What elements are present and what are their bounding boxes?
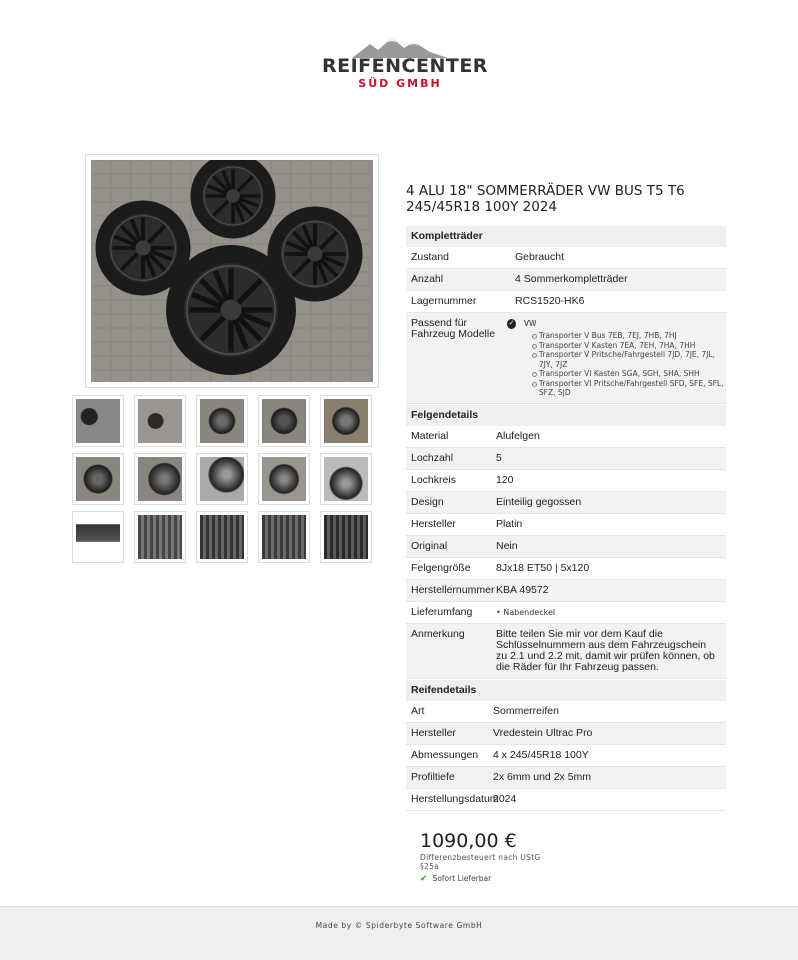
vehicle-model: Transporter V Pritsche/Fahrgestell 7JD, 7JE, 7JL, 7JY, 7JZ <box>532 350 726 369</box>
thumbnail[interactable] <box>72 453 124 505</box>
spec-label: Lochzahl <box>411 452 454 464</box>
thumbnail[interactable] <box>320 395 372 447</box>
tire-details-table <box>406 680 726 811</box>
spec-value: 5 <box>496 452 502 464</box>
spec-label: Lieferumfang <box>411 606 473 618</box>
spec-value: Sommerreifen <box>493 705 559 717</box>
vehicle-model: Transporter V Kasten 7EA, 7EH, 7HA, 7HH <box>532 341 726 351</box>
spec-label: Anmerkung <box>411 628 465 640</box>
spec-value: 4 Sommerkompletträder <box>515 273 628 285</box>
section-header: Kompletträder <box>406 226 726 247</box>
spec-label: Material <box>411 430 449 442</box>
price: 1090,00 € <box>420 830 517 852</box>
spec-label: Profiltiefe <box>411 771 455 783</box>
spec-label: Original <box>411 540 448 552</box>
tax-note: Differenzbesteuert nach UStG §25a <box>420 853 541 871</box>
spec-label: Passend für Fahrzeug Modelle <box>411 317 496 340</box>
checkmark-icon: ✔ <box>420 874 428 884</box>
thumbnail[interactable] <box>134 395 186 447</box>
spec-value: Vredestein Ultrac Pro <box>493 727 593 739</box>
spec-value: KBA 49572 <box>496 584 549 596</box>
spec-label: Lagernummer <box>411 295 477 307</box>
wheel-photo <box>91 160 373 382</box>
vehicle-make: VW <box>523 319 537 328</box>
vehicle-model: Transporter VI Kasten SGA, SGH, SHA, SHH <box>532 369 726 379</box>
section-header: Felgendetails <box>406 405 726 426</box>
product-title: 4 ALU 18" SOMMERRÄDER VW BUS T5 T6 245/45R18 100Y 2024 <box>406 183 685 215</box>
spec-label: Art <box>411 705 425 717</box>
spec-value: RCS1520-HK6 <box>515 295 585 307</box>
check-circle-icon: ✓ <box>508 320 515 327</box>
rim-details-table <box>406 405 726 679</box>
spec-value: • Nabendeckel <box>496 608 556 617</box>
spec-label: Herstellernummer <box>411 584 495 596</box>
thumbnail[interactable] <box>134 511 186 563</box>
spec-value: Gebraucht <box>515 251 565 263</box>
spec-value: Einteilig gegossen <box>496 496 582 508</box>
spec-label: Zustand <box>411 251 449 263</box>
spec-value: 4 x 245/45R18 100Y <box>493 749 589 761</box>
spec-label: Hersteller <box>411 727 456 739</box>
spec-value: 8Jx18 ET50 | 5x120 <box>496 562 590 574</box>
footer <box>0 906 798 960</box>
spec-label: Anzahl <box>411 273 444 285</box>
vehicle-model: Transporter VI Pritsche/Fahrgestell SFD, SFE, SFL, SFZ, SJD <box>532 379 726 398</box>
spec-value: Bitte teilen Sie mir vor dem Kauf die Schlüsselnummern aus dem Fahrzeugschein zu 2.1 und 2.2 mit, damit wir prüfen können, ob die Räder für Ihr Fahrzeug passen. <box>496 628 715 673</box>
thumbnail[interactable] <box>258 511 310 563</box>
availability <box>420 874 491 884</box>
thumbnail[interactable] <box>320 453 372 505</box>
delivery-item: Nabendeckel <box>503 608 556 617</box>
thumbnail[interactable] <box>258 453 310 505</box>
thumbnail[interactable] <box>320 511 372 563</box>
fitment-list <box>507 313 726 403</box>
spec-label: Herstellungsdatum <box>411 793 499 805</box>
spec-label: Hersteller <box>411 518 456 530</box>
thumbnail[interactable] <box>72 395 124 447</box>
brand-subtitle: SÜD GMBH <box>358 77 442 90</box>
spec-value: 2024 <box>493 793 517 805</box>
spec-value: 120 <box>496 474 514 486</box>
spec-label: Lochkreis <box>411 474 456 486</box>
spec-label: Felgengröße <box>411 562 471 574</box>
availability-text: Sofort Lieferbar <box>432 874 492 883</box>
brand-logo[interactable] <box>322 38 488 94</box>
thumbnail[interactable] <box>134 453 186 505</box>
main-product-image[interactable] <box>85 154 379 388</box>
thumbnail[interactable] <box>196 511 248 563</box>
vehicle-model: Transporter V Bus 7EB, 7EJ, 7HB, 7HJ <box>532 331 726 341</box>
thumbnail[interactable] <box>72 511 124 563</box>
spec-value: Alufelgen <box>496 430 540 442</box>
thumbnail[interactable] <box>258 395 310 447</box>
spec-value: 2x 6mm und 2x 5mm <box>493 771 592 783</box>
spec-label: Abmessungen <box>411 749 479 761</box>
brand-name: REIFENCENTER <box>322 55 488 77</box>
spec-value: Nein <box>496 540 518 552</box>
thumbnail[interactable] <box>196 453 248 505</box>
section-header: Reifendetails <box>406 680 726 701</box>
footer-credit[interactable]: Made by © Spiderbyte Software GmbH <box>315 921 483 930</box>
complete-wheels-table <box>406 226 726 404</box>
spec-label: Design <box>411 496 444 508</box>
thumbnail[interactable] <box>196 395 248 447</box>
spec-value: Platin <box>496 518 523 530</box>
